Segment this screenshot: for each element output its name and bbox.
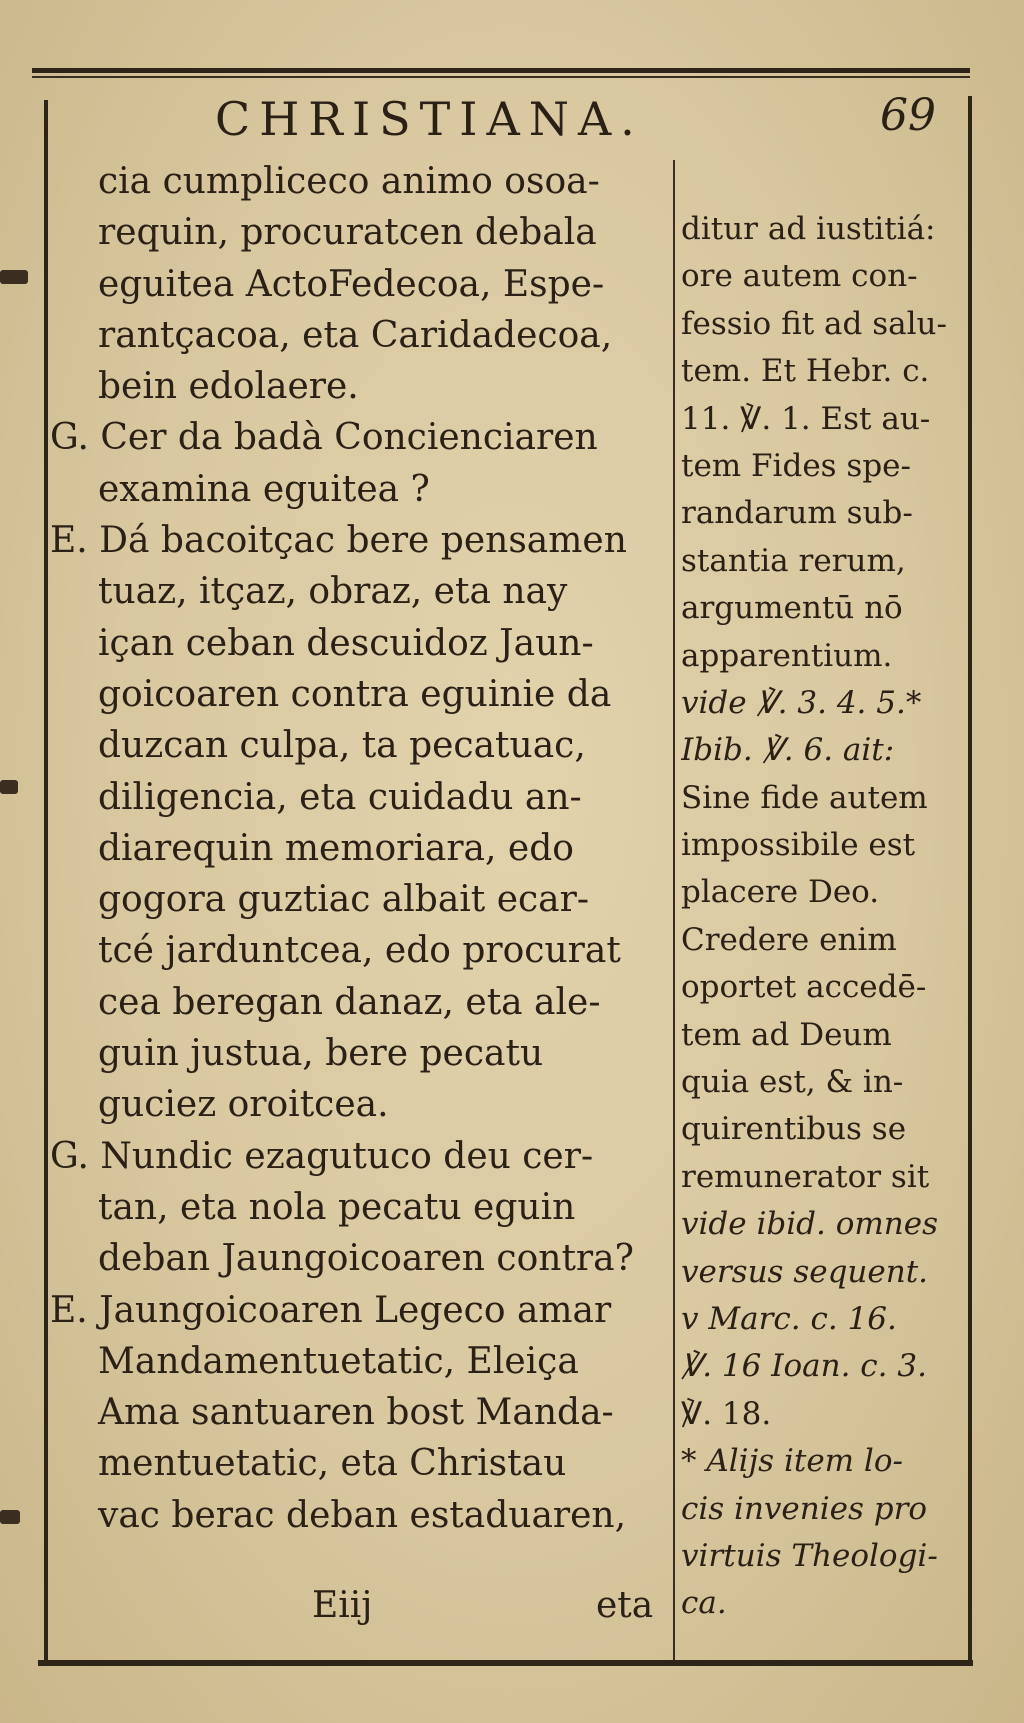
note-line: ℣. 16 Ioan. c. 3. <box>681 1348 927 1385</box>
note-line: stantia rerum, <box>681 542 906 579</box>
note-line: placere Deo. <box>681 874 880 911</box>
note-line: Ibib. ℣. 6. ait: <box>681 732 895 769</box>
column-divider <box>673 160 675 1660</box>
question-line: G. Nundic ezagutuco deu cer- <box>50 1135 594 1177</box>
note-line: versus sequent. <box>681 1253 929 1290</box>
binding-mark <box>0 1510 20 1524</box>
note-line: remunerator sit <box>681 1158 930 1195</box>
text-line: cea beregan danaz, eta ale- <box>98 981 601 1023</box>
note-line: ore autem con- <box>681 258 918 295</box>
signature-mark: Eiij <box>312 1585 373 1626</box>
note-line: 11. ℣. 1. Est au- <box>681 400 931 437</box>
answer-line: E. Jaungoicoaren Legeco amar <box>50 1289 612 1331</box>
text-line: Mandamentuetatic, Eleiça <box>98 1340 579 1382</box>
text-line: requin, procuratcen debala <box>98 212 597 254</box>
text-line: diarequin memoriara, edo <box>98 827 574 869</box>
note-line: ℣. 18. <box>681 1395 772 1432</box>
note-line: * Alijs item lo- <box>681 1443 903 1480</box>
text-line: deban Jaungoicoaren contra? <box>98 1238 634 1280</box>
marginal-note-column <box>681 206 966 1628</box>
top-rule <box>32 68 970 73</box>
note-line: fessio fit ad salu- <box>681 305 947 342</box>
note-line: quirentibus se <box>681 1111 907 1148</box>
running-title: CHRISTIANA. <box>215 92 644 146</box>
text-line: tcé jarduntcea, edo procurat <box>98 930 621 972</box>
note-line: v Marc. c. 16. <box>681 1300 897 1337</box>
text-line: cia cumpliceco animo osoa- <box>98 161 600 202</box>
note-line: impossibile est <box>681 827 916 864</box>
note-line: Credere enim <box>681 921 897 958</box>
page-number: 69 <box>880 90 936 141</box>
note-line: virtuis Theologi- <box>681 1537 938 1574</box>
note-line: Sine fide autem <box>681 779 928 816</box>
text-line: guin justua, bere pecatu <box>98 1033 544 1075</box>
bottom-rule <box>38 1660 973 1666</box>
text-line: bein edolaere. <box>98 366 359 408</box>
text-line: rantçacoa, eta Caridadecoa, <box>98 314 613 356</box>
text-line: eguitea ActoFedecoa, Espe- <box>98 263 605 305</box>
main-text-column <box>50 156 670 1541</box>
catchword: eta <box>596 1585 654 1626</box>
note-line: tem ad Deum <box>681 1016 892 1053</box>
note-line: vide ℣. 3. 4. 5.* <box>681 684 922 721</box>
note-line: vide ibid. omnes <box>681 1206 938 1243</box>
text-line: tuaz, itçaz, obraz, eta nay <box>98 571 568 613</box>
top-rule-thin <box>32 76 970 78</box>
right-frame-rule <box>968 96 972 1662</box>
question-line: G. Cer da badà Concienciaren <box>50 417 598 459</box>
text-line: guciez oroitcea. <box>98 1084 389 1126</box>
note-line: cis invenies pro <box>681 1490 928 1527</box>
text-line: mentuetatic, eta Christau <box>98 1443 567 1485</box>
text-line: tan, eta nola pecatu eguin <box>98 1186 576 1228</box>
note-line: randarum sub- <box>681 495 913 532</box>
note-line: argumentū nō <box>681 590 903 627</box>
note-line: tem Fides spe- <box>681 447 912 484</box>
binding-mark <box>0 780 18 794</box>
note-line: ditur ad iustitiá: <box>681 211 936 247</box>
text-line: duzcan culpa, ta pecatuac, <box>98 725 586 767</box>
note-line: quia est, & in- <box>681 1064 904 1101</box>
text-line: vac berac deban estaduaren, <box>98 1494 627 1536</box>
text-line: Ama santuaren bost Manda- <box>98 1392 614 1434</box>
note-line: tem. Et Hebr. c. <box>681 353 930 390</box>
note-line: apparentium. <box>681 637 893 674</box>
text-line: diligencia, eta cuidadu an- <box>98 776 582 818</box>
answer-line: E. Dá bacoitçac bere pensamen <box>50 520 627 562</box>
left-frame-rule <box>44 100 48 1662</box>
text-line: gogora guztiac albait ecar- <box>98 879 590 921</box>
text-line: içan ceban descuidoz Jaun- <box>98 622 594 664</box>
note-line: oportet accedē- <box>681 969 927 1006</box>
text-line: goicoaren contra eguinie da <box>98 673 612 715</box>
note-line: ca. <box>681 1585 727 1622</box>
text-line: examina eguitea ? <box>98 468 430 510</box>
binding-mark <box>0 270 28 284</box>
